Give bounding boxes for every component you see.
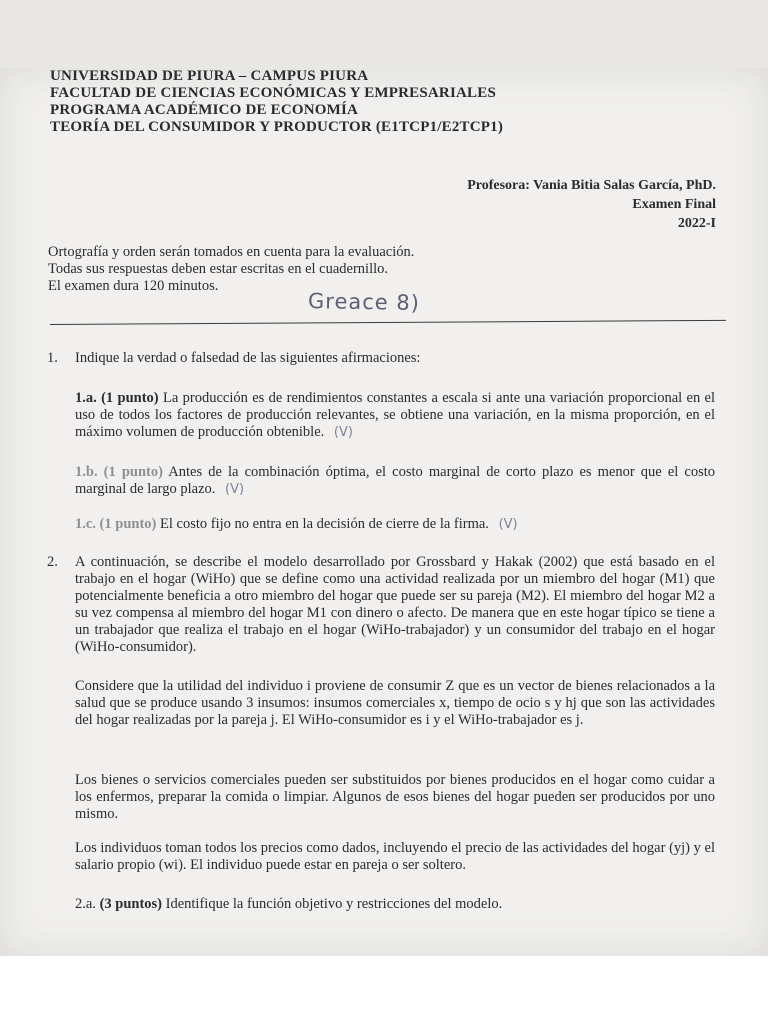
professor-name: Profesora: Vania Bitia Salas García, PhD. <box>467 178 716 193</box>
question-2-number: 2. <box>47 554 58 570</box>
question-1a-text: La producción es de rendimientos constantes a escala si ante una variación proporcional en el uso de todos los factores de producción relevantes, se obtiene una variación, en la misma proporción, en el máximo volumen de producción obtenible. <box>75 390 716 440</box>
question-1c-label: 1.c. (1 punto) <box>75 516 157 532</box>
question-1a-answer: (V) <box>333 425 353 440</box>
exam-sheet <box>0 68 768 956</box>
question-1c <box>75 516 715 533</box>
program-name: PROGRAMA ACADÉMICO DE ECONOMÍA <box>50 102 359 118</box>
question-2a-text: Identifique la función objetivo y restricciones del modelo. <box>165 896 503 912</box>
question-2a-label: 2.a. <box>75 896 96 912</box>
page-bottom-margin <box>0 956 768 1024</box>
question-1b-text: Antes de la combinación óptima, el costo marginal de corto plazo es menor que el costo marginal de largo plazo. <box>75 464 716 497</box>
exam-notes <box>48 244 414 295</box>
question-2-paragraph-3: Los bienes o servicios comerciales pueden ser substituidos por bienes producidos en el hogar como cuidar a los enfermos, preparar la comida o limpiar. Algunos de esos bienes del hogar pueden ser producidos por uno mismo. <box>75 772 715 822</box>
note-answers: Todas sus respuestas deben estar escritas en el cuadernillo. <box>48 261 389 277</box>
question-1-prompt: Indique la verdad o falsedad de las siguientes afirmaciones: <box>75 350 421 366</box>
question-2-paragraph-1: A continuación, se describe el modelo desarrollado por Grossbard y Hakak (2002) que está basado en el trabajo en el hogar (WiHo) que se define como una actividad realizada por un miembro del hogar (M1) que potencialmente beneficia a otro miembro del hogar que puede ser su pareja (M2). El miembro del hogar M2 a su vez compensa al miembro del hogar M1 con dinero o afecto. De manera que en este hogar típico se tiene a un trabajador que realiza el trabajo en el hogar (WiHo-trabajador) y un consumidor del trabajo en el hogar (WiHo-consumidor). <box>75 554 715 655</box>
question-2-paragraph-4: Los individuos toman todos los precios como dados, incluyendo el precio de las actividades del hogar (yj) y el salario propio (wi). El individuo puede estar en pareja o ser soltero. <box>75 840 715 873</box>
question-1c-answer: (V) <box>498 517 518 532</box>
header <box>50 68 503 136</box>
question-1a-label: 1.a. (1 punto) <box>75 390 159 406</box>
university-name: UNIVERSIDAD DE PIURA – CAMPUS PIURA <box>50 68 369 84</box>
question-1b-label: 1.b. (1 punto) <box>75 464 163 480</box>
course-name: TEORÍA DEL CONSUMIDOR Y PRODUCTOR (E1TCP1/E2TCP1) <box>50 119 504 135</box>
question-1a <box>75 390 715 441</box>
exam-term: 2022-I <box>677 216 716 231</box>
question-2-paragraph-2: Considere que la utilidad del individuo i proviene de consumir Z que es un vector de bienes relacionados a la salud que se produce usando 3 insumos: insumos comerciales x, tiempo de ocio s y hj que son las actividades del hogar realizadas por la pareja j. El WiHo-consumidor es i y el WiHo-trabajador es j. <box>75 678 715 728</box>
question-1b-answer: (V) <box>225 482 245 497</box>
question-1b <box>75 464 715 498</box>
note-duration: El examen dura 120 minutos. <box>48 278 219 294</box>
exam-type: Examen Final <box>632 197 716 212</box>
divider-line <box>50 320 726 325</box>
handwritten-name: Greace 8) <box>307 289 421 315</box>
question-2a-points: (3 puntos) <box>99 896 163 912</box>
question-1 <box>47 350 715 367</box>
faculty-name: FACULTAD DE CIENCIAS ECONÓMICAS Y EMPRESARIALES <box>50 85 496 101</box>
question-1-number: 1. <box>47 350 58 366</box>
question-1c-text: El costo fijo no entra en la decisión de cierre de la firma. <box>160 516 489 532</box>
exam-info <box>467 176 716 233</box>
question-2a <box>75 896 715 913</box>
question-2-intro <box>47 554 715 656</box>
note-spelling: Ortografía y orden serán tomados en cuenta para la evaluación. <box>48 244 415 260</box>
